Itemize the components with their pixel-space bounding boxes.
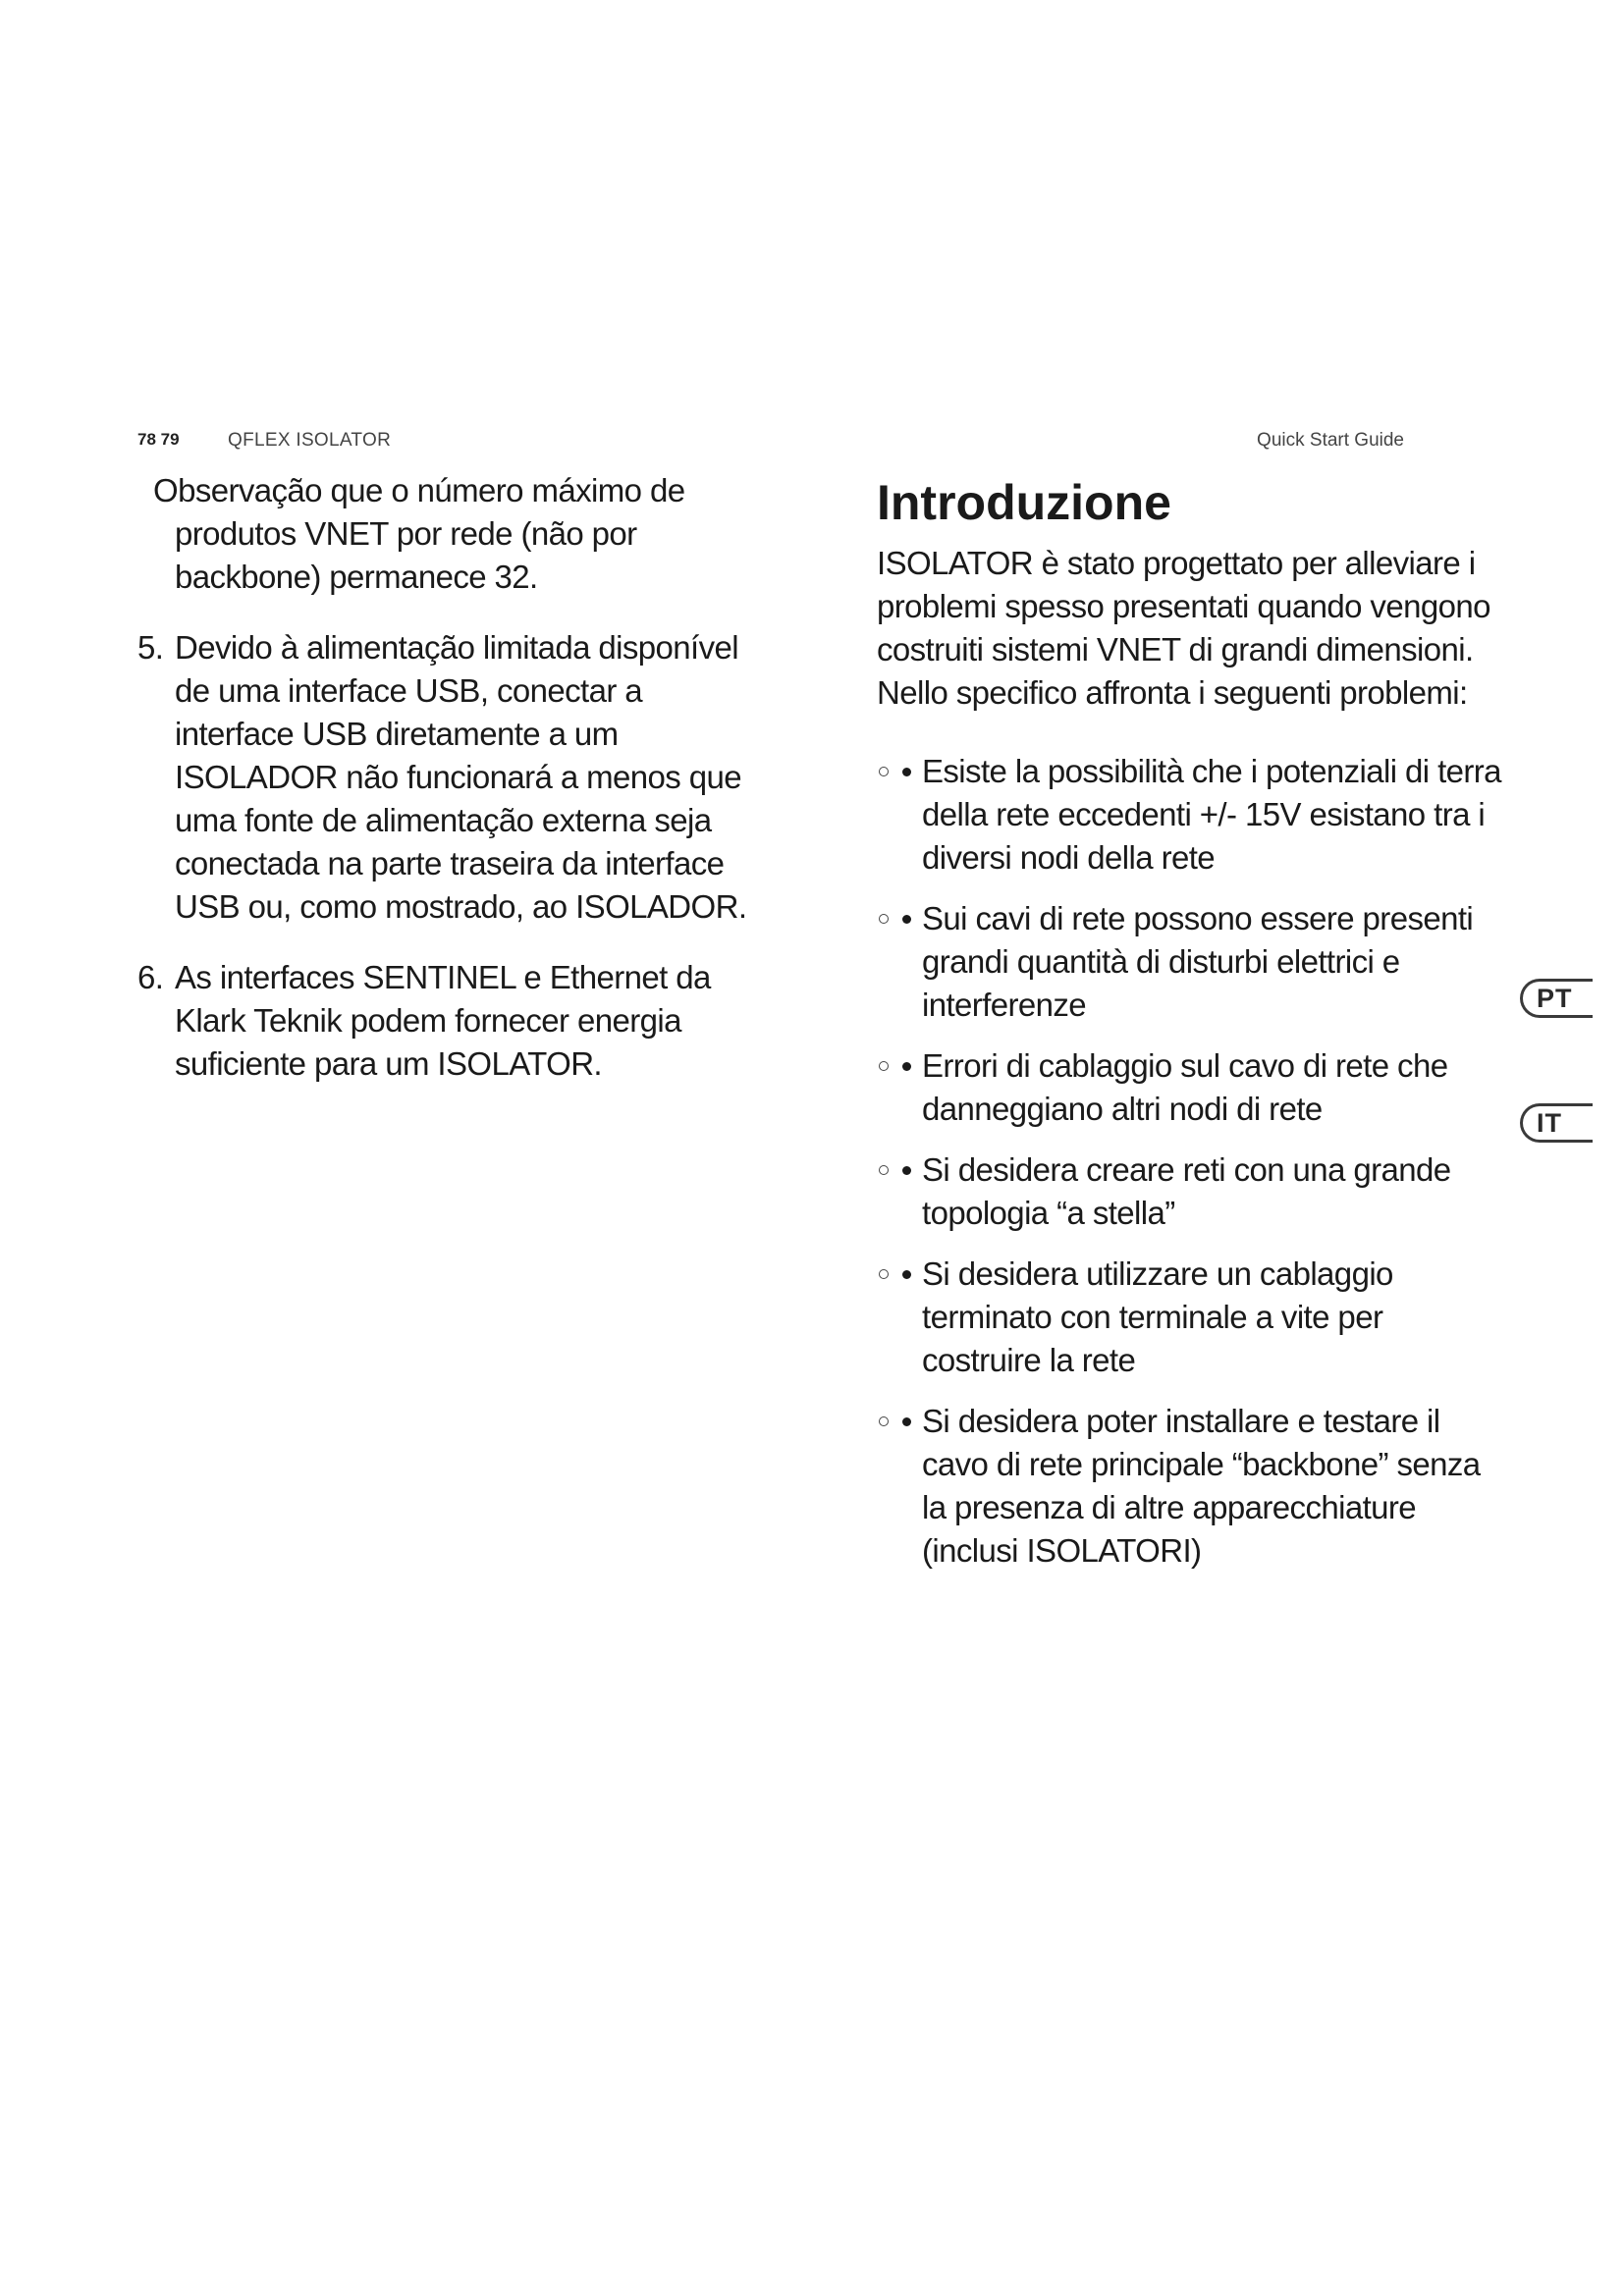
bullet-item xyxy=(877,897,1505,1027)
ring-bullet-icon xyxy=(879,1061,889,1071)
bullet-text: Errori di cablaggio sul cavo di rete che danneggiano altri nodi di rete xyxy=(922,1047,1448,1127)
dot-bullet-icon xyxy=(902,1270,911,1279)
page-header xyxy=(137,430,1414,454)
language-tab-pt[interactable]: PT xyxy=(1520,979,1593,1018)
dot-bullet-icon xyxy=(902,915,911,924)
ring-bullet-icon xyxy=(879,1416,889,1426)
dot-bullet-icon xyxy=(902,768,911,776)
ring-bullet-icon xyxy=(879,914,889,924)
bullet-item xyxy=(877,1253,1505,1382)
intro-paragraph: ISOLATOR è stato progettato per alleviare i problemi spesso presentati quando vengono costruiti sistemi VNET di grandi dimensioni. Nello specifico affronta i seguenti problemi: xyxy=(877,545,1490,711)
item-number: 6. xyxy=(137,959,164,995)
list-item xyxy=(137,956,766,1086)
language-tab-it[interactable]: IT xyxy=(1520,1103,1593,1143)
right-column xyxy=(877,473,1505,1590)
bullet-text: Si desidera utilizzare un cablaggio terminato con terminale a vite per costruire la rete xyxy=(922,1255,1393,1378)
bullet-text: Sui cavi di rete possono essere presenti grandi quantità di disturbi elettrici e interferenze xyxy=(922,900,1474,1023)
bullet-text: Si desidera creare reti con una grande topologia “a stella” xyxy=(922,1151,1451,1231)
ring-bullet-icon xyxy=(879,1165,889,1175)
bullet-marks xyxy=(877,750,922,793)
product-name: QFLEX ISOLATOR xyxy=(228,430,392,451)
bullet-marks xyxy=(877,1400,922,1443)
ring-bullet-icon xyxy=(879,767,889,776)
bullet-item xyxy=(877,1148,1505,1235)
bullet-item xyxy=(877,1044,1505,1131)
dot-bullet-icon xyxy=(902,1166,911,1175)
ring-bullet-icon xyxy=(879,1269,889,1279)
bullet-marks xyxy=(877,897,922,940)
dot-bullet-icon xyxy=(902,1062,911,1071)
bullet-text: Esiste la possibilità che i potenziali di terra della rete eccedenti +/- 15V esistano tra i diversi nodi della rete xyxy=(922,753,1501,876)
dot-bullet-icon xyxy=(902,1417,911,1426)
page-numbers: 78 79 xyxy=(137,430,180,449)
item-text: Devido à alimentação limitada disponível de uma interface USB, conectar a interface USB diretamente a um ISOLADOR não funcionará a menos que uma fonte de alimentação externa seja conectada na parte traseira da interface USB ou, como mostrado, ao ISOLADOR. xyxy=(175,629,747,925)
bullet-item xyxy=(877,750,1505,880)
bullet-item xyxy=(877,1400,1505,1573)
bullet-marks xyxy=(877,1148,922,1192)
note-paragraph: Observação que o número máximo de produtos VNET por rede (não por backbone) permanece 32. xyxy=(153,472,685,595)
list-item xyxy=(137,626,766,929)
left-column xyxy=(137,469,766,1086)
bullet-marks xyxy=(877,1044,922,1088)
item-text: As interfaces SENTINEL e Ethernet da Klark Teknik podem fornecer energia suficiente para um ISOLATOR. xyxy=(175,959,711,1082)
item-number: 5. xyxy=(137,629,164,666)
section-title: Introduzione xyxy=(877,475,1171,530)
bullet-marks xyxy=(877,1253,922,1296)
guide-title: Quick Start Guide xyxy=(1257,430,1404,451)
bullet-text: Si desidera poter installare e testare il cavo di rete principale “backbone” senza la presenza di altre apparecchiature (inclusi ISOLATORI) xyxy=(922,1403,1481,1569)
